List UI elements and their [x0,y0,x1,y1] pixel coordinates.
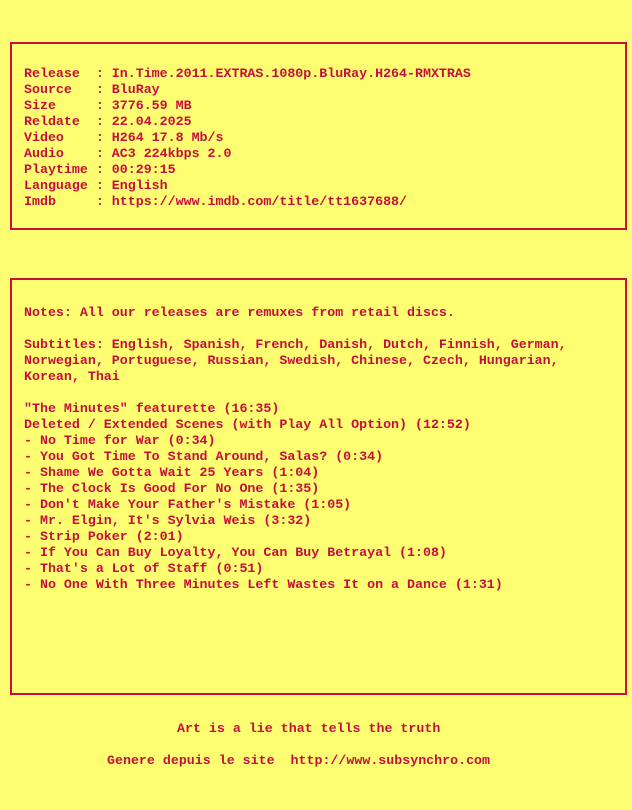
notes-line [24,321,613,337]
notes-line: - Mr. Elgin, It's Sylvia Weis (3:32) [24,513,312,528]
release-info-line: Audio : AC3 224kbps 2.0 [24,146,232,161]
notes-line: - That's a Lot of Staff (0:51) [24,561,264,576]
notes-line: - The Clock Is Good For No One (1:35) [24,481,320,496]
notes-line: - If You Can Buy Loyalty, You Can Buy Betrayal (1:08) [24,545,447,560]
generator-text: Genere depuis le site http://www.subsynchro.com [107,753,491,768]
footer [0,721,632,769]
nfo-page [0,42,632,769]
release-info-line: Reldate : 22.04.2025 [24,114,192,129]
notes-line: Norwegian, Portuguese, Russian, Swedish, Chinese, Czech, Hungarian, [24,353,559,368]
notes-line: Subtitles: English, Spanish, French, Danish, Dutch, Finnish, German, [24,337,567,352]
notes-line [24,385,613,401]
release-info-line: Source : BluRay [24,82,160,97]
release-info-line: Video : H264 17.8 Mb/s [24,130,224,145]
release-info-box [10,42,627,230]
release-info-line: Release : In.Time.2011.EXTRAS.1080p.BluRay.H264-RMXTRAS [24,66,471,81]
notes-line: - Don't Make Your Father's Mistake (1:05) [24,497,352,512]
release-info-line: Language : English [24,178,168,193]
notes-line: - Strip Poker (2:01) [24,529,184,544]
notes-box [10,278,627,695]
notes-line: Notes: All our releases are remuxes from retail discs. [24,305,455,320]
release-info-line: Imdb : https://www.imdb.com/title/tt1637688/ [24,194,408,209]
notes-line: - You Got Time To Stand Around, Salas? (0:34) [24,449,384,464]
notes-line: - No Time for War (0:34) [24,433,216,448]
notes-line: - Shame We Gotta Wait 25 Years (1:04) [24,465,320,480]
notes-line: Deleted / Extended Scenes (with Play All Option) (12:52) [24,417,471,432]
notes-line: "The Minutes" featurette (16:35) [24,401,280,416]
release-info-line: Playtime : 00:29:15 [24,162,176,177]
notes-line: Korean, Thai [24,369,120,384]
quote-text: Art is a lie that tells the truth [177,721,441,736]
notes-line: - No One With Three Minutes Left Wastes It on a Dance (1:31) [24,577,503,592]
release-info-line: Size : 3776.59 MB [24,98,192,113]
